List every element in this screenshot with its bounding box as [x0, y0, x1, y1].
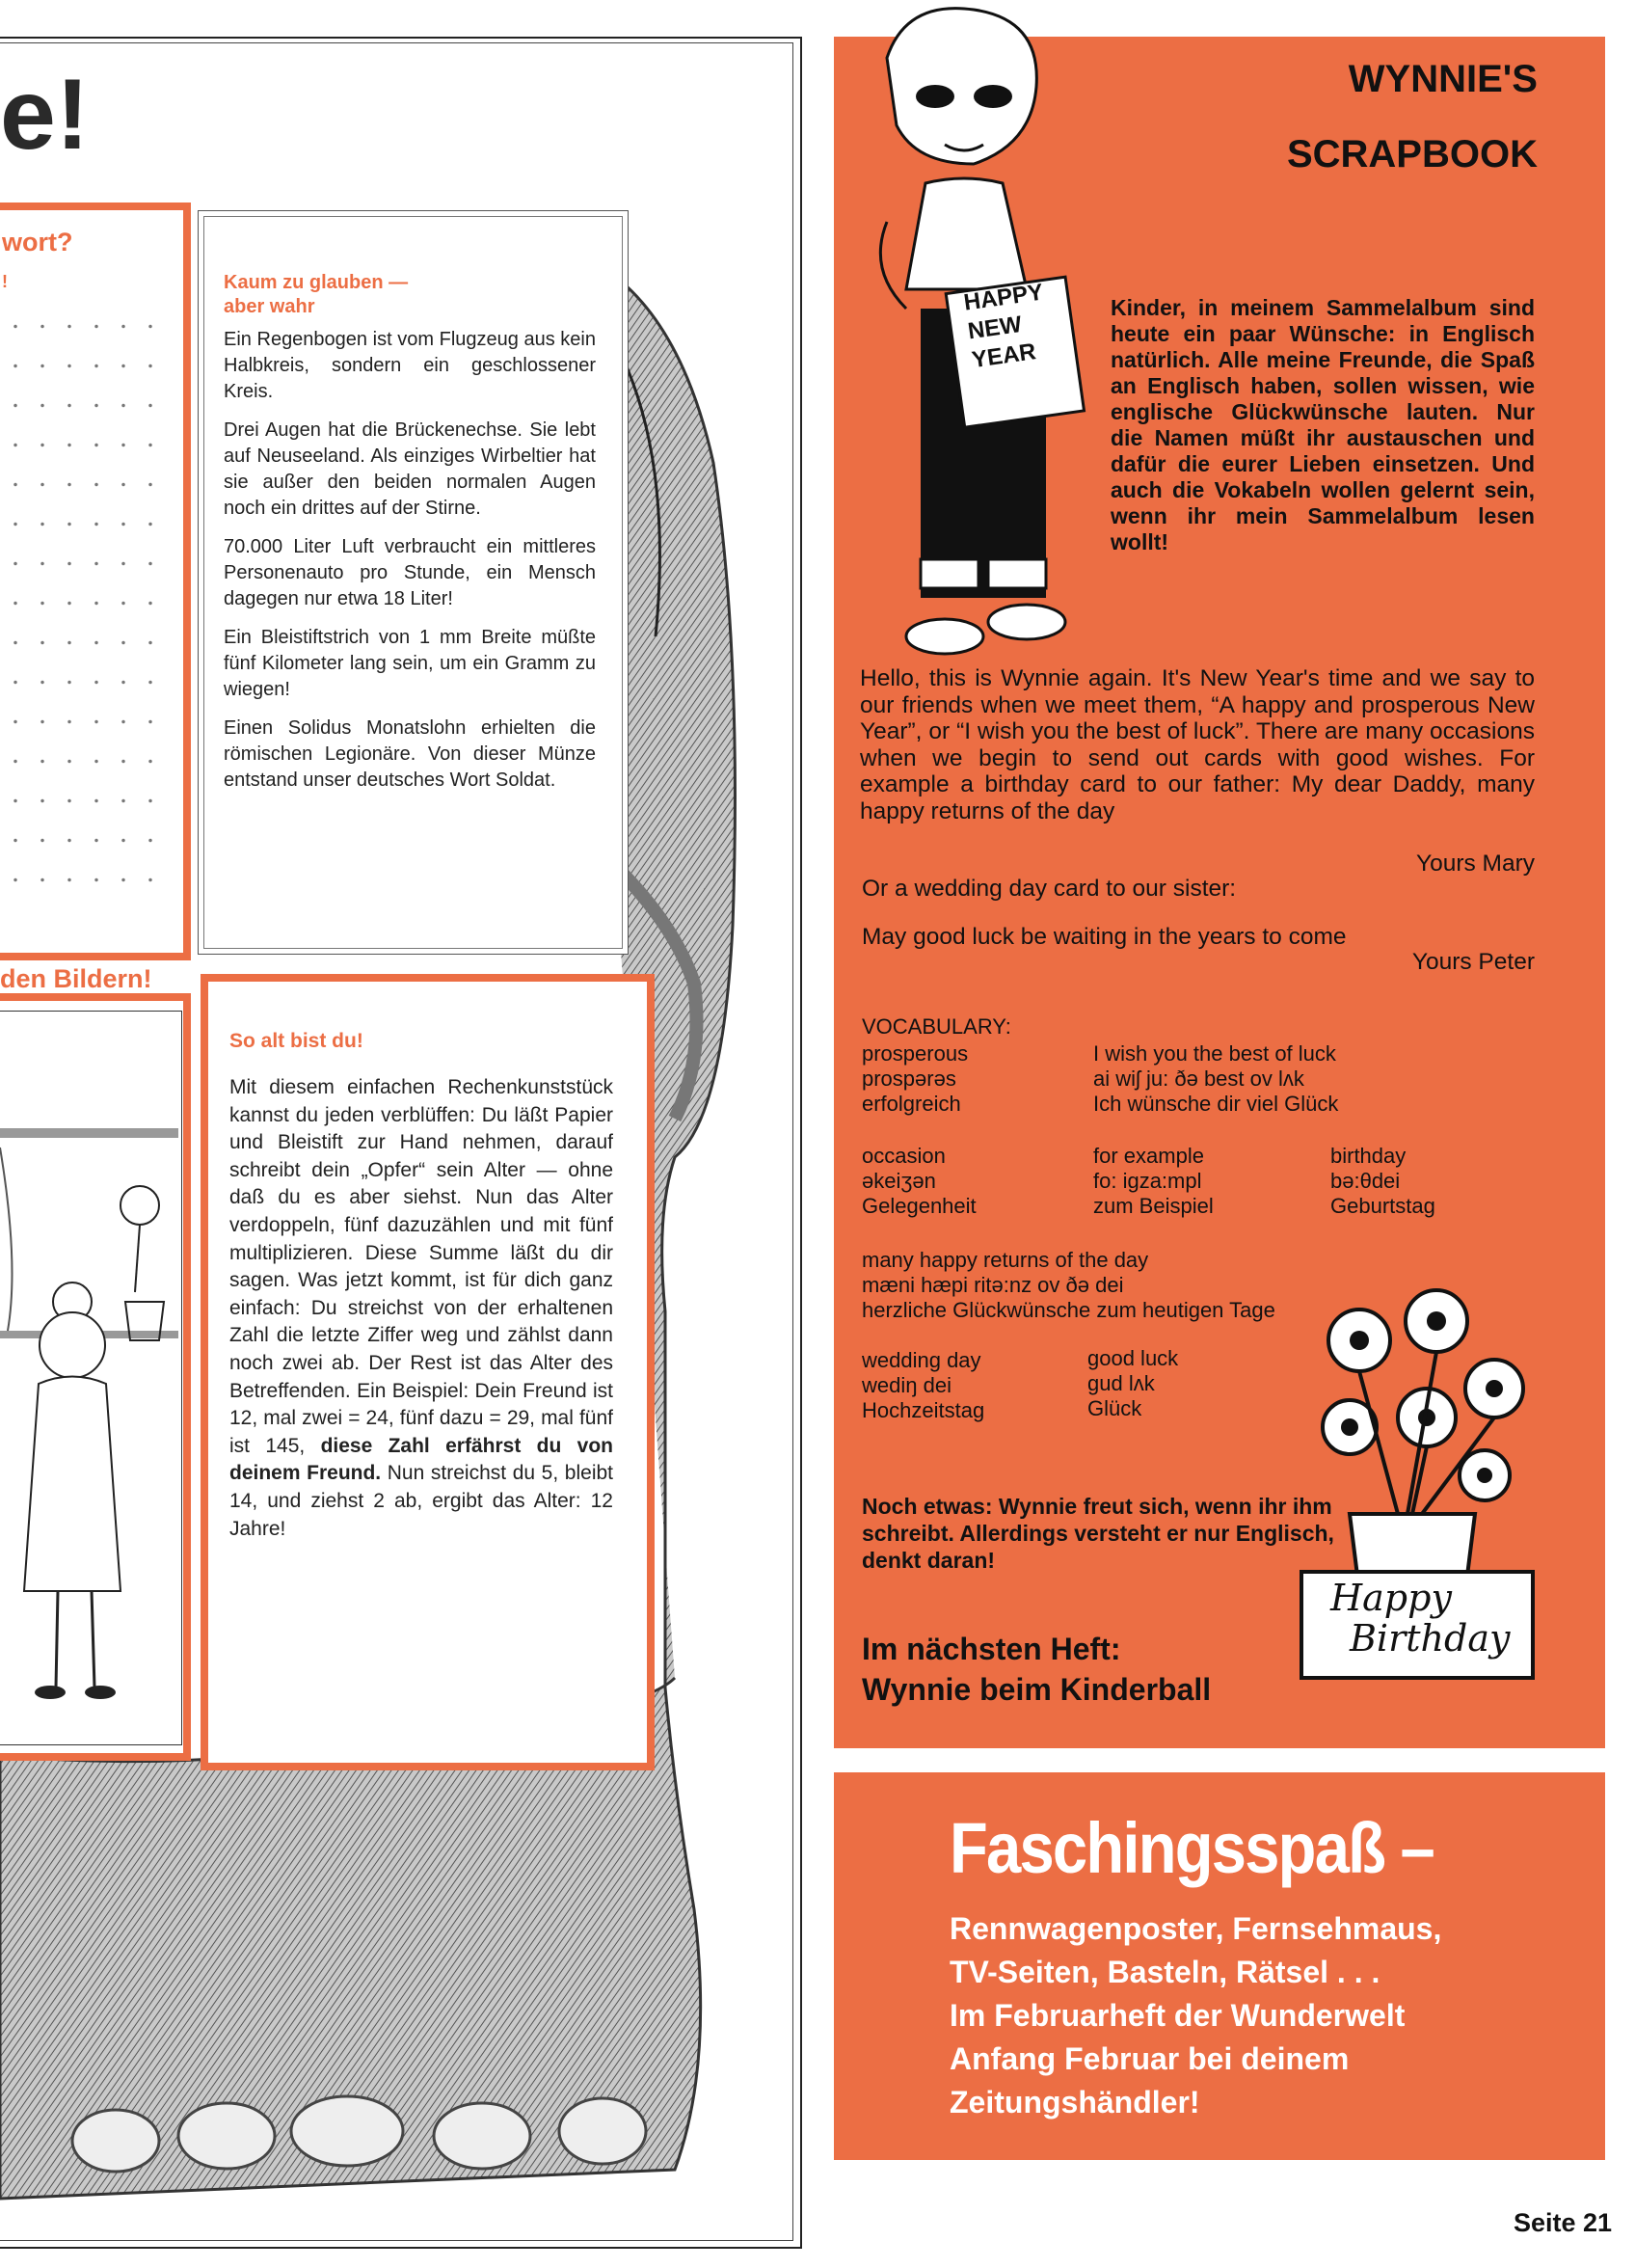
- page-number: Seite 21: [1514, 2208, 1613, 2237]
- fasching-title: Faschingsspaß –: [950, 1808, 1434, 1888]
- vocab-phonetic: bə:θdei: [1330, 1169, 1401, 1193]
- card-line: NEW: [966, 310, 1024, 345]
- vocab-birthday: [1330, 1144, 1435, 1219]
- vocab-word: good luck: [1087, 1346, 1179, 1370]
- closing-note: Noch etwas: Wynnie freut sich, wenn ihr ihm schreibt. Allerdings versteht er nur Englisch, denkt daran!: [862, 1494, 1334, 1573]
- fact-item: Einen Solidus Monatslohn erhielten die römischen Legionäre. Von dieser Münze entstand unser deutsches Wort Soldat.: [224, 717, 596, 791]
- vocab-translation: Gelegenheit: [862, 1194, 977, 1218]
- fasching-line: TV-Seiten, Basteln, Rätsel . . .: [950, 1955, 1380, 1989]
- age-text-part2: Nun streichst du 5, bleibt 14, und ziehst 2 ab, ergibt das Alter: 12 Jahre!: [229, 1462, 614, 1540]
- vocab-translation: Hochzeitstag: [862, 1398, 985, 1422]
- vocab-prosperous: [862, 1041, 968, 1117]
- vocab-translation: Ich wünsche dir viel Glück: [1093, 1092, 1339, 1116]
- dot-grid-puzzle: [0, 307, 164, 885]
- page-title-fragment: e!: [0, 59, 90, 171]
- new-year-card: [962, 278, 1053, 375]
- pictures-heading: den Bildern!: [0, 964, 152, 993]
- girl-illustration: [0, 1012, 178, 1741]
- fasching-line: Im Februarheft der Wunderwelt: [950, 1998, 1406, 2033]
- vocab-word: many happy returns of the day: [862, 1248, 1149, 1272]
- signature-peter: Yours Peter: [1411, 949, 1535, 975]
- vocab-translation: Glück: [1087, 1396, 1142, 1420]
- vocab-translation: erfolgreich: [862, 1092, 961, 1116]
- fasching-line: Rennwagenposter, Fernsehmaus,: [950, 1911, 1442, 1946]
- vocab-word: I wish you the best of luck: [1093, 1041, 1336, 1066]
- riddle-heading: wort?: [2, 228, 73, 256]
- vocab-word: birthday: [1330, 1144, 1407, 1168]
- fact-item: Ein Regenbogen ist vom Flugzeug aus kein Halbkreis, sondern ein geschlossener Kreis.: [224, 329, 596, 402]
- letter-text: Hello, this is Wynnie again. It's New Year's time and we say to our friends when we meet them, “A happy and prosperous New Year”, or “I wish you the best of luck”. There are many occasions when we begin to send out cards with good wishes. For example a birthday card to our father: My dear Daddy, many happy returns of the day: [860, 665, 1535, 824]
- scrapbook-intro: Kinder, in meinem Sammelalbum sind heute ein paar Wünsche: in Englisch natürlich. Alle meine Freunde, die Spaß an Englisch haben, sollen wissen, wie englische Glückwünsche lauten. Nur die Namen müßt ihr austauschen und dafür die eurer Lieben einsetzen. Und auch die Vokabeln wollen gelernt sein, wenn ihr mein Sammelalbum lesen wollt!: [1111, 295, 1535, 554]
- vocab-phonetic: ai wiʃ ju: ðə best ov lʌk: [1093, 1066, 1304, 1091]
- vocab-for-example: [1093, 1144, 1214, 1219]
- vocab-word: for example: [1093, 1144, 1204, 1168]
- vocab-phonetic: gud lʌk: [1087, 1371, 1155, 1395]
- facts-list: [224, 327, 596, 806]
- vocab-wedding-day: [862, 1348, 984, 1423]
- fact-item: Ein Bleistiftstrich von 1 mm Breite müßte fünf Kilometer lang sein, um ein Gramm zu wiegen!: [224, 627, 596, 700]
- scrapbook-title-line1: WYNNIE'S: [1348, 58, 1538, 100]
- vocab-word: occasion: [862, 1144, 946, 1168]
- riddle-subheading: !: [2, 272, 8, 291]
- age-trick-heading: So alt bist du!: [229, 1030, 363, 1052]
- fasching-line: Zeitungshändler!: [950, 2085, 1200, 2120]
- facts-heading-line2: aber wahr: [224, 296, 315, 317]
- vocab-translation: zum Beispiel: [1093, 1194, 1214, 1218]
- age-text-bold: diese Zahl erfährst du von deinem Freund.: [229, 1434, 613, 1485]
- vocab-phonetic: əkeiʒən: [862, 1169, 936, 1193]
- next-issue-title: Wynnie beim Kinderball: [862, 1672, 1212, 1707]
- vocab-occasion: [862, 1144, 977, 1219]
- next-issue-label: Im nächsten Heft:: [862, 1632, 1121, 1666]
- facts-box: [198, 210, 629, 955]
- card-line: YEAR: [970, 338, 1038, 374]
- vocab-phonetic: wediŋ dei: [862, 1373, 952, 1397]
- sister-card-line: Or a wedding day card to our sister:: [862, 876, 1237, 902]
- age-trick-text: [229, 1074, 613, 1543]
- vocab-word: prosperous: [862, 1041, 969, 1066]
- age-trick-box: [201, 974, 655, 1770]
- birthday-card-line: Birthday: [1350, 1617, 1511, 1660]
- birthday-card-line: Happy: [1330, 1577, 1452, 1619]
- vocab-phonetic: mæni hæpi ritə:nz ov ðə dei: [862, 1273, 1124, 1297]
- card-line: HAPPY: [962, 279, 1045, 316]
- vocab-good-luck: [1087, 1346, 1178, 1421]
- good-luck-line: May good luck be waiting in the years to come: [862, 924, 1347, 950]
- vocab-phonetic: prospərəs: [862, 1066, 956, 1091]
- vocab-best-of-luck: [1093, 1041, 1338, 1117]
- fasching-lines: [950, 1907, 1441, 2124]
- birthday-card: [1330, 1578, 1510, 1659]
- scrapbook-title-line2: SCRAPBOOK: [1286, 133, 1538, 176]
- vocab-word: wedding day: [862, 1348, 981, 1372]
- fact-item: Drei Augen hat die Brückenechse. Sie lebt auf Neuseeland. Als einziges Wirbeltier hat sie außer den beiden normalen Augen noch ein drittes auf der Stirne.: [224, 419, 596, 519]
- vocab-translation: Geburtstag: [1330, 1194, 1435, 1218]
- fasching-line: Anfang Februar bei deinem: [950, 2041, 1350, 2076]
- fact-item: 70.000 Liter Luft verbraucht ein mittleres Personenauto pro Stunde, ein Mensch dagegen nur etwa 18 Liter!: [224, 536, 596, 609]
- vocab-phonetic: fo: igza:mpl: [1093, 1169, 1202, 1193]
- vocab-many-happy-returns: [862, 1248, 1275, 1323]
- signature-mary: Yours Mary: [1415, 850, 1535, 877]
- facts-heading-line1: Kaum zu glauben —: [224, 272, 409, 293]
- facts-heading: [224, 271, 513, 319]
- vocab-translation: herzliche Glückwünsche zum heutigen Tage: [862, 1298, 1275, 1322]
- riddle-box: [0, 202, 191, 960]
- vocabulary-heading: VOCABULARY:: [862, 1014, 1011, 1039]
- age-text-part1: Mit diesem einfachen Rechenkunststück kannst du jeden verblüffen: Du läßt Papier und Bleistift zur Hand nehmen, darauf schreibt dein „Opfer“ sein Alter — ohne daß du es aber siehst. Nun das Alter verdoppeln, fünf dazuzählen und mit fünf multiplizieren. Diese Summe läßt du dir sagen. Was jetzt kommt, ist für dich ganz einfach: Du streichst von der erhaltenen Zahl die letzte Ziffer weg und zählst dann noch zwei ab. Der Rest ist das Alter des Betreffenden. Ein Beispiel: Dein Freund ist 12, mal zwei = 24, fünf dazu = 29, mal fünf ist 145,: [229, 1076, 613, 1457]
